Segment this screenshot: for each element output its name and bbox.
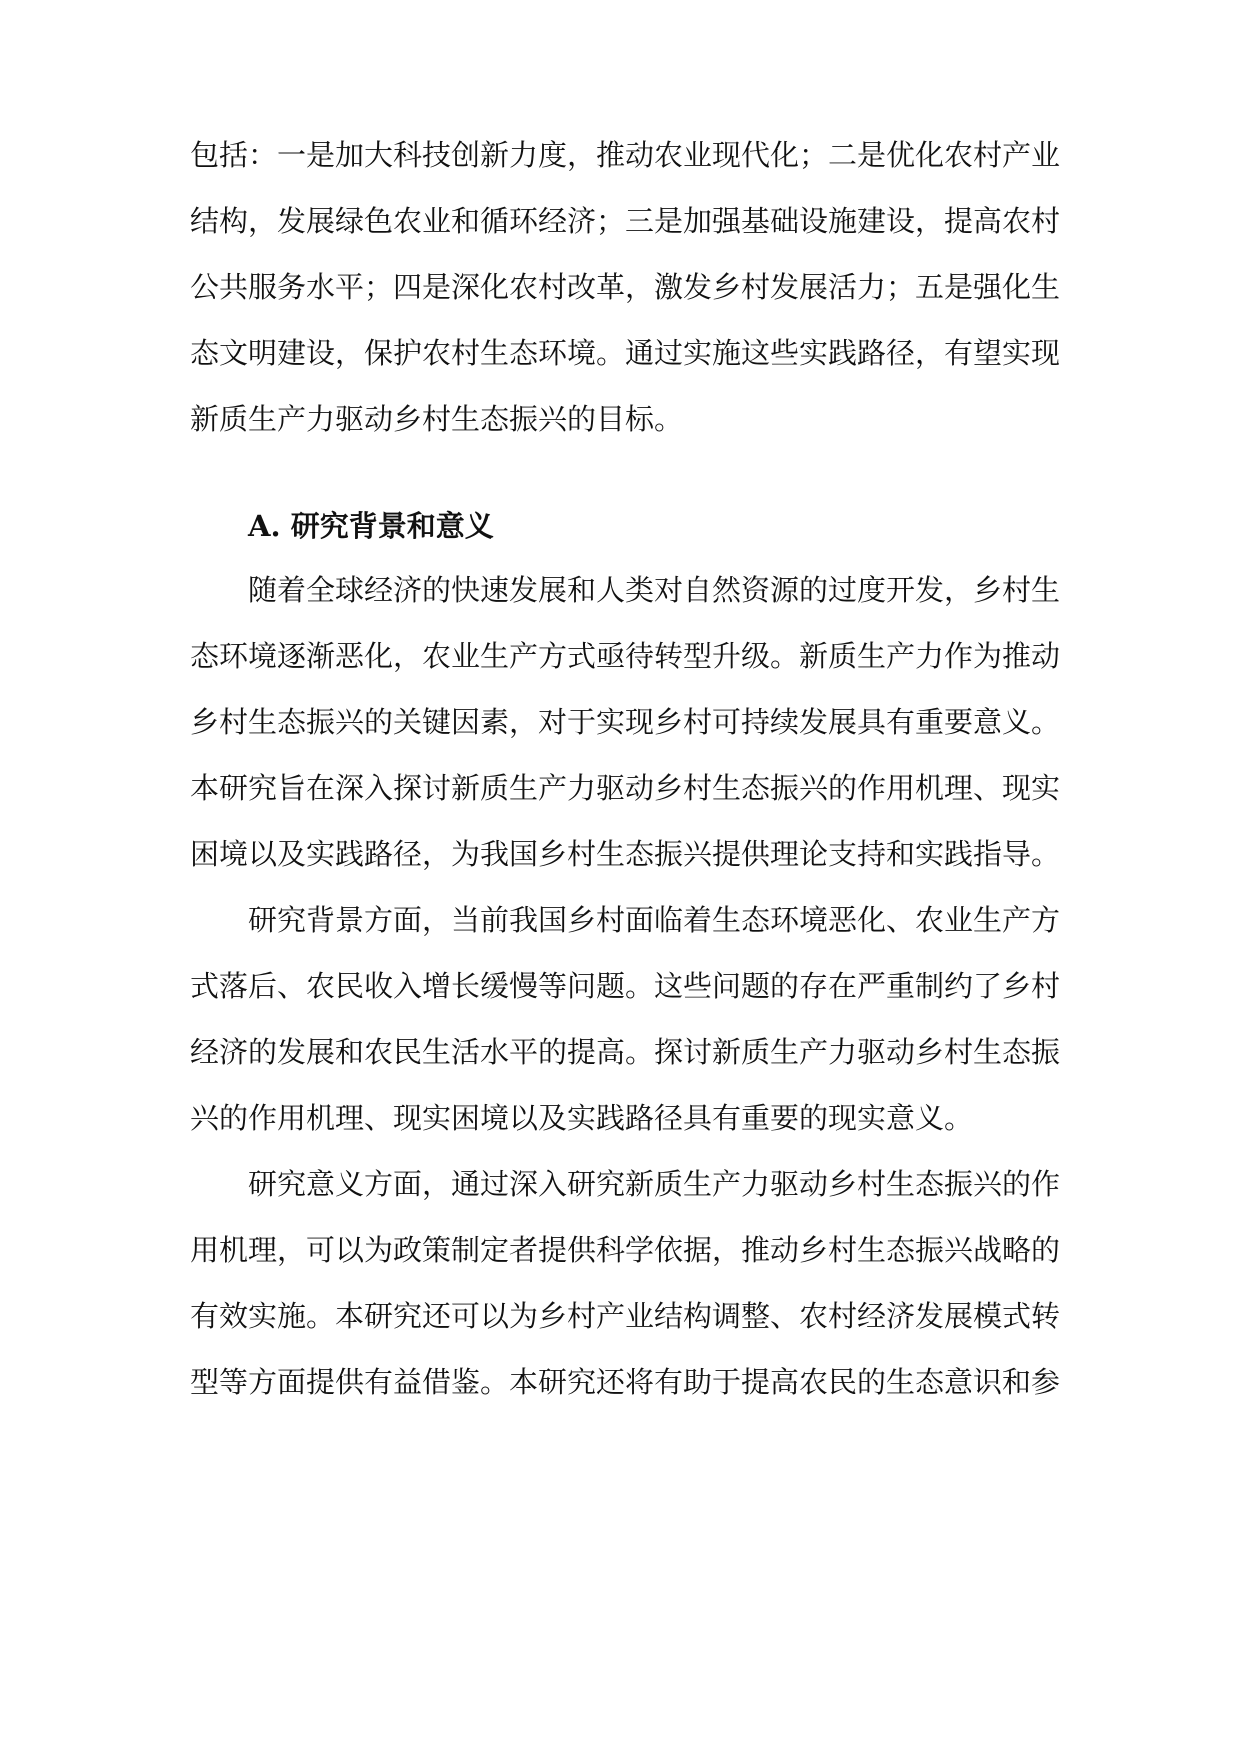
paragraph2-line-3: 经济的发展和农民生活水平的提高。探讨新质生产力驱动乡村生态振 — [190, 1035, 1061, 1069]
intro-line-1: 包括：一是加大科技创新力度，推动农业现代化；二是优化农村产业 — [190, 138, 1061, 172]
section-heading: A. 研究背景和意义 — [248, 509, 494, 543]
intro-line-2: 结构，发展绿色农业和循环经济；三是加强基础设施建设，提高农村 — [190, 204, 1061, 238]
paragraph3-line-4: 型等方面提供有益借鉴。本研究还将有助于提高农民的生态意识和参 — [190, 1365, 1061, 1399]
paragraph2-line-1: 研究背景方面，当前我国乡村面临着生态环境恶化、农业生产方 — [248, 903, 1061, 937]
paragraph2-line-2: 式落后、农民收入增长缓慢等问题。这些问题的存在严重制约了乡村 — [190, 969, 1061, 1003]
paragraph1-line-5: 困境以及实践路径，为我国乡村生态振兴提供理论支持和实践指导。 — [190, 837, 1061, 871]
paragraph2-line-4: 兴的作用机理、现实困境以及实践路径具有重要的现实意义。 — [190, 1101, 974, 1135]
intro-line-4: 态文明建设，保护农村生态环境。通过实施这些实践路径，有望实现 — [190, 336, 1061, 370]
paragraph3-line-2: 用机理，可以为政策制定者提供科学依据，推动乡村生态振兴战略的 — [190, 1233, 1061, 1267]
paragraph3-line-3: 有效实施。本研究还可以为乡村产业结构调整、农村经济发展模式转 — [190, 1299, 1061, 1333]
paragraph1-line-1: 随着全球经济的快速发展和人类对自然资源的过度开发，乡村生 — [248, 573, 1061, 607]
paragraph1-line-2: 态环境逐渐恶化，农业生产方式亟待转型升级。新质生产力作为推动 — [190, 639, 1061, 673]
intro-line-5: 新质生产力驱动乡村生态振兴的目标。 — [190, 402, 684, 436]
intro-line-3: 公共服务水平；四是深化农村改革，激发乡村发展活力；五是强化生 — [190, 270, 1061, 304]
paragraph1-line-3: 乡村生态振兴的关键因素，对于实现乡村可持续发展具有重要意义。 — [190, 705, 1061, 739]
paragraph1-line-4: 本研究旨在深入探讨新质生产力驱动乡村生态振兴的作用机理、现实 — [190, 771, 1061, 805]
paragraph3-line-1: 研究意义方面，通过深入研究新质生产力驱动乡村生态振兴的作 — [248, 1167, 1061, 1201]
